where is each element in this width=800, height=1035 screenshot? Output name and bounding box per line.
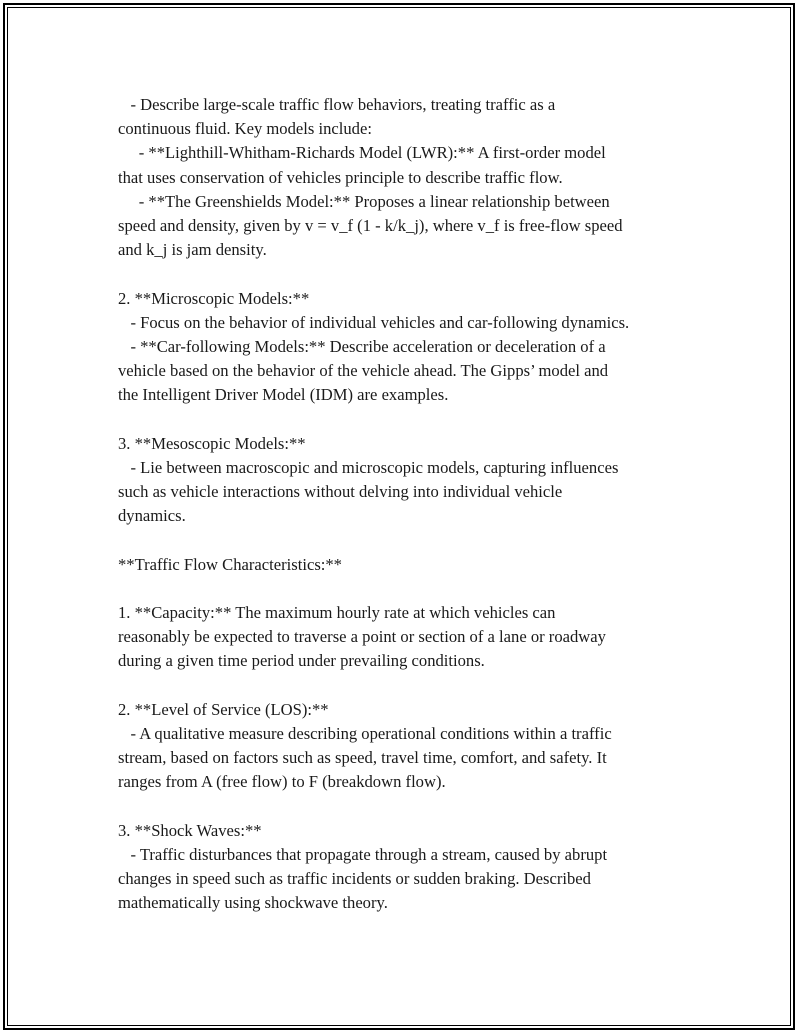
text-line: reasonably be expected to traverse a point or section of a lane or roadway bbox=[118, 627, 606, 647]
text-line: - Focus on the behavior of individual vehicles and car-following dynamics. bbox=[118, 312, 630, 332]
text-line: - Traffic disturbances that propagate through a stream, caused by abrupt bbox=[118, 844, 608, 864]
text-line: - A qualitative measure describing operational conditions within a traffic bbox=[118, 723, 612, 743]
paragraph-level-of-service bbox=[118, 698, 693, 795]
paragraph-microscopic-models bbox=[118, 287, 693, 408]
text-line: 1. **Capacity:** The maximum hourly rate at which vehicles can bbox=[118, 602, 556, 622]
blank-line bbox=[118, 577, 693, 601]
section-heading: 2. **Level of Service (LOS):** bbox=[118, 699, 329, 719]
document-body bbox=[118, 93, 693, 915]
text-line: - **Lighthill-Whitham-Richards Model (LWR):** A first-order model bbox=[118, 143, 606, 163]
paragraph-traffic-flow-heading bbox=[118, 553, 693, 577]
section-heading: **Traffic Flow Characteristics:** bbox=[118, 554, 342, 574]
text-line: ranges from A (free flow) to F (breakdown flow). bbox=[118, 772, 446, 792]
text-line: and k_j is jam density. bbox=[118, 240, 267, 260]
text-line: the Intelligent Driver Model (IDM) are examples. bbox=[118, 385, 449, 405]
blank-line bbox=[118, 407, 693, 431]
text-line: dynamics. bbox=[118, 506, 186, 526]
section-heading: 3. **Shock Waves:** bbox=[118, 820, 262, 840]
text-line: - **Car-following Models:** Describe acceleration or deceleration of a bbox=[118, 336, 606, 356]
text-line: that uses conservation of vehicles principle to describe traffic flow. bbox=[118, 167, 563, 187]
text-line: - Lie between macroscopic and microscopic models, capturing influences bbox=[118, 457, 619, 477]
blank-line bbox=[118, 528, 693, 552]
text-line: - **The Greenshields Model:** Proposes a linear relationship between bbox=[118, 191, 610, 211]
text-line: continuous fluid. Key models include: bbox=[118, 119, 372, 139]
text-line: changes in speed such as traffic incidents or sudden braking. Described bbox=[118, 869, 591, 888]
blank-line bbox=[118, 794, 693, 818]
text-line: - Describe large-scale traffic flow behaviors, treating traffic as a bbox=[118, 95, 556, 114]
text-line: vehicle based on the behavior of the vehicle ahead. The Gipps’ model and bbox=[118, 361, 609, 381]
text-line: such as vehicle interactions without delving into individual vehicle bbox=[118, 482, 563, 501]
section-heading: 3. **Mesoscopic Models:** bbox=[118, 433, 306, 453]
paragraph-capacity bbox=[118, 601, 693, 674]
section-heading: 2. **Microscopic Models:** bbox=[118, 288, 310, 308]
blank-line bbox=[118, 262, 693, 286]
text-line: mathematically using shockwave theory. bbox=[118, 893, 388, 913]
paragraph-shock-waves bbox=[118, 819, 693, 916]
paragraph-mesoscopic-models bbox=[118, 432, 693, 529]
text-line: stream, based on factors such as speed, travel time, comfort, and safety. It bbox=[118, 748, 607, 768]
text-line: during a given time period under prevailing conditions. bbox=[118, 651, 485, 671]
blank-line bbox=[118, 674, 693, 698]
paragraph-macroscopic-description bbox=[118, 93, 693, 262]
text-line: speed and density, given by v = v_f (1 - k/k_j), where v_f is free-flow speed bbox=[118, 215, 623, 235]
